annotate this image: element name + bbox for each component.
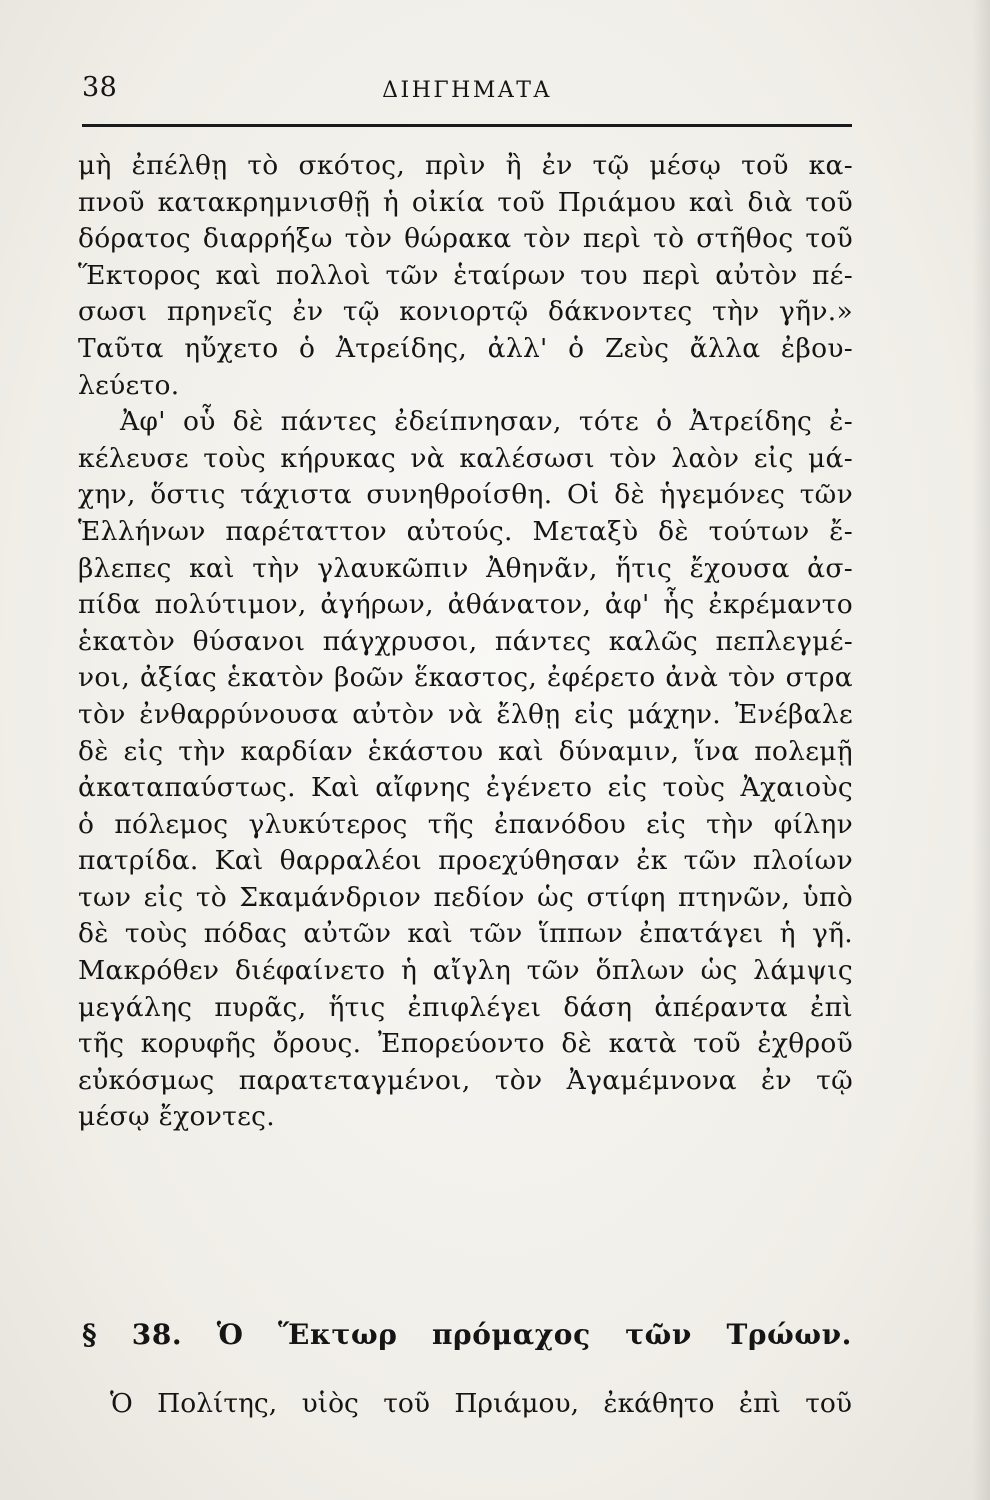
section-first-line: Ὁ Πολίτης, υἱὸς τοῦ Πριάμου, ἐκάθητο ἐπὶ τοῦ: [110, 1388, 852, 1419]
text-line: πατρίδα. Καὶ θαρραλέοι προεχύθησαν ἐκ τῶν πλοίων: [78, 845, 853, 877]
running-title: ΔΙΗΓΗΜΑΤΑ: [382, 78, 552, 103]
text-line: λεύετο.: [78, 369, 180, 401]
text-line: Ταῦτα ηὔχετο ὁ Ἀτρείδης, ἀλλ' ὁ Ζεὺς ἄλλα ἐβου-: [78, 332, 853, 364]
text-line: κέλευσε τοὺς κήρυκας νὰ καλέσωσι τὸν λαὸν εἰς μά-: [78, 442, 853, 474]
text-line: πνοῦ κατακρημνισθῇ ἡ οἰκία τοῦ Πριάμου καὶ διὰ τοῦ: [78, 186, 853, 218]
text-line: Ἕκτορος καὶ πολλοὶ τῶν ἑταίρων του περὶ αὐτὸν πέ-: [78, 259, 853, 291]
text-line: τὸν ἐνθαρρύνουσα αὐτὸν νὰ ἔλθῃ εἰς μάχην. Ἐνέβαλε: [78, 698, 853, 730]
text-line: Ἑλλήνων παρέταττον αὐτούς. Μεταξὺ δὲ τούτων ἔ-: [78, 515, 853, 547]
text-line: νοι, ἀξίας ἑκατὸν βοῶν ἕκαστος, ἐφέρετο ἀνὰ τὸν στρα: [78, 662, 853, 694]
text-line: ἀκαταπαύστως. Καὶ αἴφνης ἐγένετο εἰς τοὺς Ἀχαιοὺς: [78, 772, 853, 804]
text-line: εὐκόσμως παρατεταγμένοι, τὸν Ἀγαμέμνονα ἐν τῷ: [78, 1064, 853, 1096]
text-line: δόρατος διαρρήξω τὸν θώρακα τὸν περὶ τὸ στῆθος τοῦ: [78, 223, 853, 255]
body-text: [78, 148, 853, 1136]
section-heading: § 38. Ὁ Ἕκτωρ πρόμαχος τῶν Τρώων.: [82, 1318, 852, 1351]
text-line: δὲ εἰς τὴν καρδίαν ἑκάστου καὶ δύναμιν, ἵνα πολεμῇ: [78, 735, 853, 767]
text-line: μεγάλης πυρᾶς, ἥτις ἐπιφλέγει δάση ἀπέραντα ἐπὶ: [78, 991, 853, 1023]
page-header: [82, 70, 852, 106]
text-line: ὁ πόλεμος γλυκύτερος τῆς ἐπανόδου εἰς τὴν φίλην: [78, 808, 853, 840]
text-line: ἑκατὸν θύσανοι πάγχρυσοι, πάντες καλῶς πεπλεγμέ-: [78, 625, 853, 657]
text-line: σωσι πρηνεῖς ἐν τῷ κονιορτῷ δάκνοντες τὴν γῆν.»: [78, 296, 853, 328]
text-line: πίδα πολύτιμον, ἀγήρων, ἀθάνατον, ἀφ' ἧς ἐκρέμαντο: [78, 589, 853, 621]
text-line: μέσῳ ἔχοντες.: [78, 1101, 275, 1133]
text-line: των εἰς τὸ Σκαμάνδριον πεδίον ὡς στίφη πτηνῶν, ὑπὸ: [78, 881, 853, 913]
text-line: τῆς κορυφῆς ὄρους. Ἐπορεύοντο δὲ κατὰ τοῦ ἐχθροῦ: [78, 1028, 853, 1060]
text-line: Μακρόθεν διέφαίνετο ἡ αἴγλη τῶν ὅπλων ὡς λάμψις: [78, 955, 853, 987]
text-line: Ἀφ' οὗ δὲ πάντες ἐδείπνησαν, τότε ὁ Ἀτρείδης ἐ-: [120, 406, 853, 438]
header-rule: [82, 124, 852, 127]
text-line: μὴ ἐπέλθῃ τὸ σκότος, πρὶν ἢ ἐν τῷ μέσῳ τοῦ κα-: [78, 150, 853, 181]
page-edge-shadow: [972, 0, 990, 1500]
text-line: χην, ὅστις τάχιστα συνηθροίσθη. Οἱ δὲ ἡγεμόνες τῶν: [78, 479, 853, 511]
text-line: βλεπες καὶ τὴν γλαυκῶπιν Ἀθηνᾶν, ἥτις ἔχουσα ἀσ-: [78, 552, 853, 584]
text-line: δὲ τοὺς πόδας αὐτῶν καὶ τῶν ἵππων ἐπατάγει ἡ γῆ.: [78, 918, 853, 950]
page-number: 38: [82, 72, 118, 103]
